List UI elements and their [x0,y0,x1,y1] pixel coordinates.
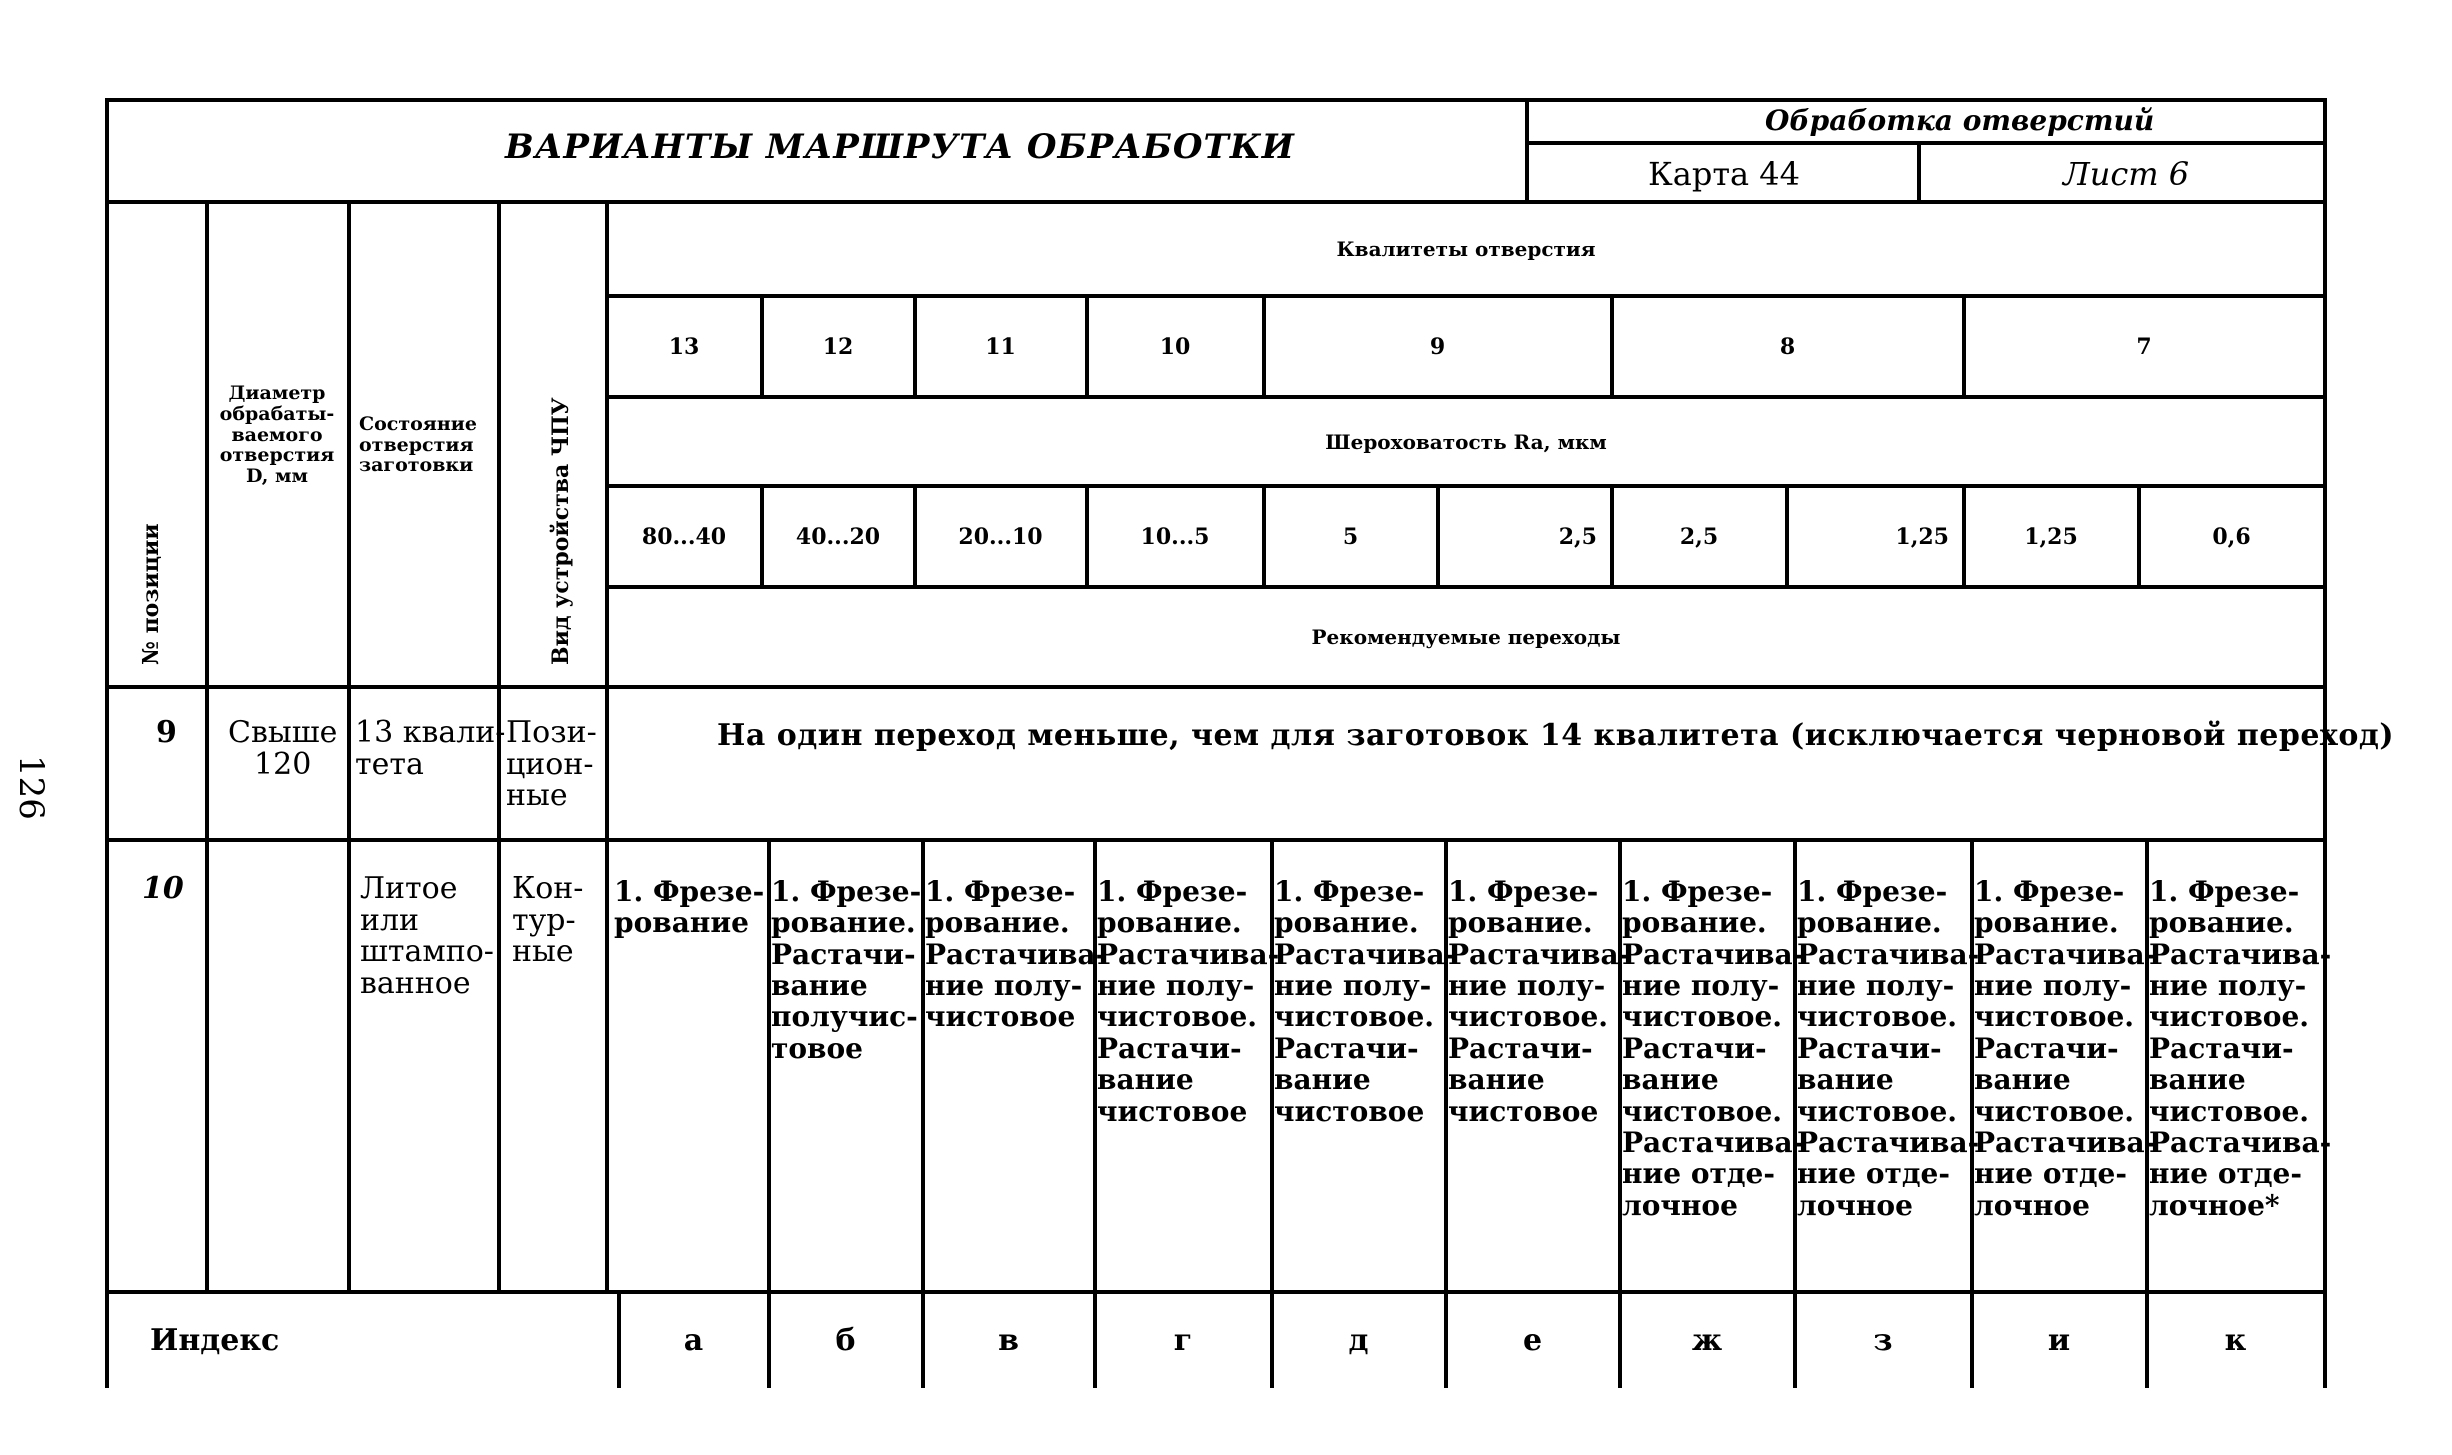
quality-12 [764,300,912,394]
row10-step-z: 1. Фрезе- рование. Растачива- ние полу- чистовое. Растачи- вание чистовое. Растачива- ние отде- лочное [1797,875,1980,1222]
row10-step-k: 1. Фрезе- рование. Растачива- ние полу- чистовое. Растачи- вание чистовое. Растачива- ние отде- лочное* [2149,875,2332,1222]
index-k-text: к [2224,1323,2247,1359]
roughness-1-text: 40...20 [795,524,881,550]
roughness-7-text: 1,25 [1895,524,1949,550]
roughness-4-text: 5 [1342,524,1359,550]
index-z [1797,1296,1969,1386]
left-border [105,98,109,1388]
quality-10-text: 10 [1159,334,1191,360]
row10-step-g: 1. Фрезе- рование. Растачива- ние полу- чистовое. Растачи- вание чистовое [1097,875,1280,1128]
quality-11 [917,300,1084,394]
qualities-title-text: Квалитеты отверстия [1336,237,1596,261]
quality-values-rule [605,395,2327,399]
quality-11-text: 11 [985,334,1016,360]
index-e [1448,1296,1617,1386]
page-number: 126 [11,755,51,820]
row10-bottom-rule [105,1290,2327,1294]
qualities-title [609,205,2323,293]
index-zh [1622,1296,1792,1386]
row10-step-a: 1. Фрезе- рование [614,875,765,940]
index-zh-text: ж [1691,1323,1723,1359]
roughness-3 [1089,490,1261,584]
index-g-text: г [1173,1323,1193,1359]
quality-7 [1966,300,2322,394]
index-d-text: д [1348,1323,1369,1359]
table-head-bottom-rule [105,685,2327,689]
index-v-text: в [998,1323,1019,1359]
row10-step-zh: 1. Фрезе- рование. Растачива- ние полу- чистовое. Растачи- вание чистовое. Растачива- ние отде- лочное [1622,875,1805,1222]
row9-note: На один переход меньше, чем для заготовок 14 квалитета (исключается черновой переход) [717,718,2395,753]
quality-9-text: 9 [1429,334,1446,360]
roughness-0 [609,490,759,584]
header-divider [1525,98,1529,200]
roughness-5 [1440,490,1609,584]
roughness-1 [764,490,912,584]
top-border [105,98,2327,102]
roughness-2-text: 20...10 [958,524,1043,550]
quality-10 [1089,300,1261,394]
row10-step-i: 1. Фрезе- рование. Растачива- ние полу- чистовое. Растачи- вание чистовое. Растачива- ние отде- лочное [1974,875,2157,1222]
cnc-type-column-header: Вид устройства ЧПУ [548,397,574,665]
state-column-header [351,405,503,485]
index-b [771,1296,920,1386]
roughness-7 [1789,490,1961,584]
index-b-text: б [835,1323,856,1359]
roughness-title-rule [605,484,2327,488]
card-number: Карта 44 [1648,155,1800,193]
roughness-8-text: 1,25 [2024,524,2078,550]
position-column-header: № позиции [138,523,164,665]
transitions-title-text: Рекомендуемые переходы [1311,625,1621,649]
roughness-6 [1614,490,1784,584]
row9-diameter: Свыше 120 [228,715,338,782]
header-bottom-rule [105,200,2327,204]
row9-position: 9 [156,715,177,750]
index-e-text: е [1522,1323,1543,1359]
row10-step-b: 1. Фрезе- рование. Растачи- вание получис- товое [771,875,922,1065]
index-label: Индекс [150,1323,280,1358]
diameter-header-text: Диаметр обрабаты- ваемого отверстия D, мм [219,381,335,488]
roughness-3-text: 10...5 [1140,524,1210,550]
index-i-text: и [2047,1323,2071,1359]
quality-8-text: 8 [1779,334,1796,360]
roughness-6-text: 2,5 [1679,524,1719,550]
index-g [1097,1296,1269,1386]
quality-12-text: 12 [822,334,854,360]
index-i [1974,1296,2144,1386]
sheet-number: Лист 6 [2063,155,2190,193]
card-sheet-divider [1917,141,1921,200]
col-divider-2 [347,200,351,1290]
roughness-9 [2141,490,2322,584]
quality-13 [609,300,759,394]
state-header-text: Состояние отверстия заготовки [359,412,477,477]
roughness-4 [1266,490,1435,584]
roughness-values-rule [605,585,2327,589]
row9-cnc-type: Пози- цион- ные [506,715,597,813]
header-subdivider [1525,141,2327,145]
row10-cnc-type: Кон- тур- ные [512,871,584,969]
index-z-text: з [1873,1323,1893,1359]
roughness-title [609,400,2323,484]
row10-position: 10 [142,871,184,906]
row9-bottom-rule [105,838,2327,842]
section-title: Обработка отверстий [1765,104,2155,137]
index-v [925,1296,1092,1386]
row9-state: 13 квали- тета [355,715,506,782]
roughness-9-text: 0,6 [2212,524,2251,550]
diameter-column-header [209,375,345,495]
transitions-title [609,590,2323,684]
quality-9 [1266,300,1609,394]
row10-step-v: 1. Фрезе- рование. Растачива- ние полу- чистовое [925,875,1108,1034]
col-divider-1 [205,200,209,1290]
index-a-text: а [683,1323,704,1359]
row10-step-e: 1. Фрезе- рование. Растачива- ние полу- чистовое. Растачи- вание чистовое [1448,875,1631,1128]
quality-8 [1614,300,1961,394]
document-title: ВАРИАНТЫ МАРШРУТА ОБРАБОТКИ [505,127,1295,167]
roughness-title-text: Шероховатость Ra, мкм [1325,430,1607,454]
roughness-5-text: 2,5 [1558,524,1597,550]
index-a [621,1296,766,1386]
qualities-rule [605,294,2327,298]
index-d [1274,1296,1443,1386]
quality-13-text: 13 [668,334,700,360]
quality-7-text: 7 [2136,334,2152,360]
roughness-0-text: 80...40 [641,524,727,550]
index-k [2149,1296,2322,1386]
row10-state: Литое или штампо- ванное [360,871,494,1001]
row10-step-d: 1. Фрезе- рование. Растачива- ние полу- чистовое. Растачи- вание чистовое [1274,875,1457,1128]
roughness-2 [917,490,1084,584]
roughness-8 [1966,490,2136,584]
